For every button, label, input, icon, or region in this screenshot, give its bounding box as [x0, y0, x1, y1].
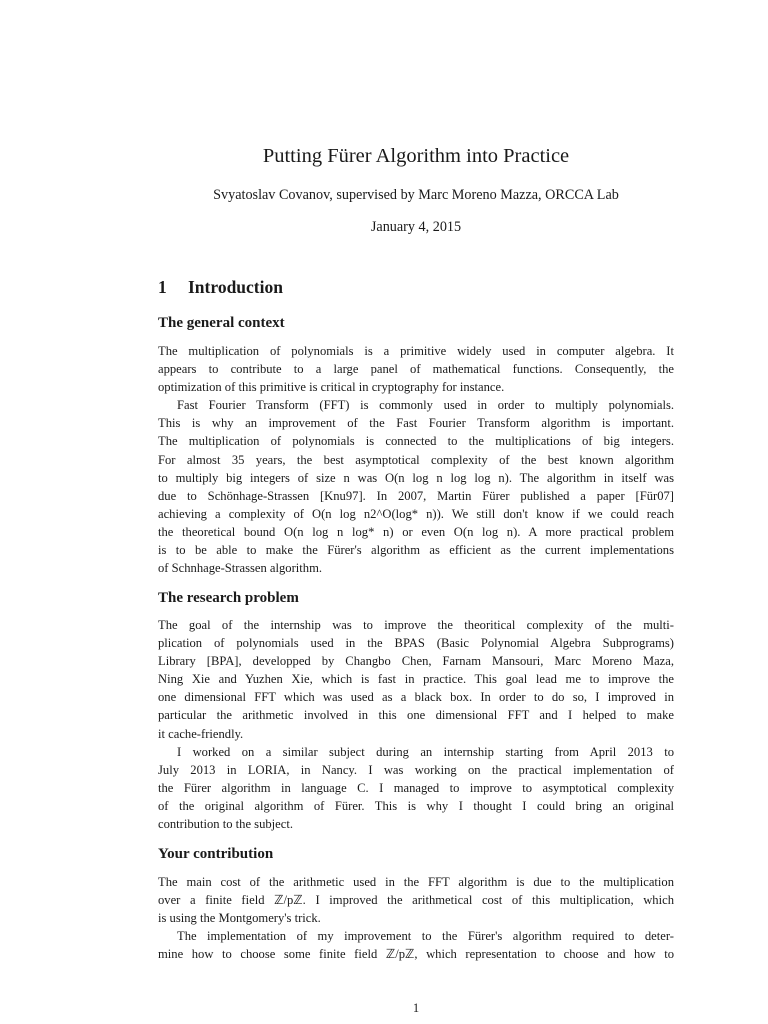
text-line: The multiplication of polynomials is a primitive widely used in computer algebra. It — [158, 344, 674, 358]
text-line: is using the Montgomery's trick. — [158, 911, 321, 926]
text-line: the Fürer algorithm in language C. I managed to improve to asymptotical complexity — [158, 780, 674, 795]
text-line: contribution to the subject. — [158, 817, 294, 832]
text-line: the theoretical bound O(n log n log* n) or even O(n log n). A more practical problem — [158, 524, 674, 539]
text-line: This is why an improvement of the Fast Fourier Transform algorithm is important. — [158, 416, 674, 431]
text-line: over a finite field ℤ/pℤ. I improved the arithmetical cost of this multiplication, which — [158, 893, 674, 908]
paragraph-general-context — [158, 342, 674, 577]
text-line: optimization of this primitive is critical in cryptography for instance. — [158, 380, 505, 395]
text-line: to multiply big integers of size n was O(n log n log log n). The algorithm in itself was — [158, 470, 674, 485]
text-line: The main cost of the arithmetic used in the FFT algorithm is due to the multiplication — [158, 875, 674, 889]
section-number: 1 — [158, 277, 167, 297]
page-number: 1 — [412, 1001, 420, 1015]
text-line: particular the arithmetic involved in this one dimensional FFT and I helped to make — [158, 708, 674, 723]
text-line: it cache-friendly. — [158, 726, 244, 741]
text-line: mine how to choose some finite field ℤ/pℤ, which representation to choose and how to — [158, 947, 674, 962]
text-line: Fast Fourier Transform (FFT) is commonly used in order to multiply polynomials. — [177, 398, 674, 413]
text-line: The goal of the internship was to improve the theoritical complexity of the multi- — [158, 618, 674, 632]
text-line: one dimensional FFT which was used as a black box. In order to do so, I improved in — [158, 690, 674, 705]
paragraph-research-problem — [158, 616, 674, 833]
text-line: of Schnhage-Strassen algorithm. — [158, 561, 323, 576]
subsection-heading-research-problem: The research problem — [158, 590, 299, 606]
text-line: I worked on a similar subject during an internship starting from April 2013 to — [177, 744, 674, 759]
text-line: plication of polynomials used in the BPAS (Basic Polynomial Algebra Subprograms) — [158, 636, 674, 651]
paragraph-your-contribution — [158, 873, 674, 963]
text-line: is to be able to make the Fürer's algorithm as efficient as the current implementations — [158, 543, 674, 558]
text-line: Library [BPA], developped by Changbo Chen, Farnam Mansouri, Marc Moreno Maza, — [158, 654, 674, 669]
text-line: The implementation of my improvement to the Fürer's algorithm required to deter- — [177, 929, 674, 944]
subsection-heading-your-contribution: Your contribution — [158, 846, 274, 862]
text-line: appears to contribute to a large panel of mathematical functions. Consequently, the — [158, 362, 674, 377]
paper-authors: Svyatoslav Covanov, supervised by Marc Moreno Mazza, ORCCA Lab — [213, 187, 619, 203]
text-line: The multiplication of polynomials is connected to the multiplications of big integers. — [158, 434, 674, 449]
paper-page — [158, 0, 674, 1024]
subsection-heading-general-context: The general context — [158, 315, 285, 331]
paper-title: Putting Fürer Algorithm into Practice — [262, 145, 570, 167]
text-line: due to Schönhage-Strassen [Knu97]. In 2007, Martin Fürer published a paper [Für07] — [158, 488, 674, 503]
text-line: of the original algorithm of Fürer. This is why I thought I could bring an original — [158, 798, 674, 813]
section-title: Introduction — [188, 277, 283, 297]
text-line: Ning Xie and Yuzhen Xie, which is fast in practice. This goal lead me to improve the — [158, 672, 674, 687]
text-line: July 2013 in LORIA, in Nancy. I was working on the practical implementation of — [158, 762, 674, 777]
text-line: achieving a complexity of O(n log n2^O(log* n)). We still don't know if we could reach — [158, 506, 674, 521]
paper-date: January 4, 2015 — [370, 219, 462, 235]
section-heading — [158, 275, 283, 299]
text-line: For almost 35 years, the best asymptotical complexity of the best known algorithm — [158, 452, 674, 467]
